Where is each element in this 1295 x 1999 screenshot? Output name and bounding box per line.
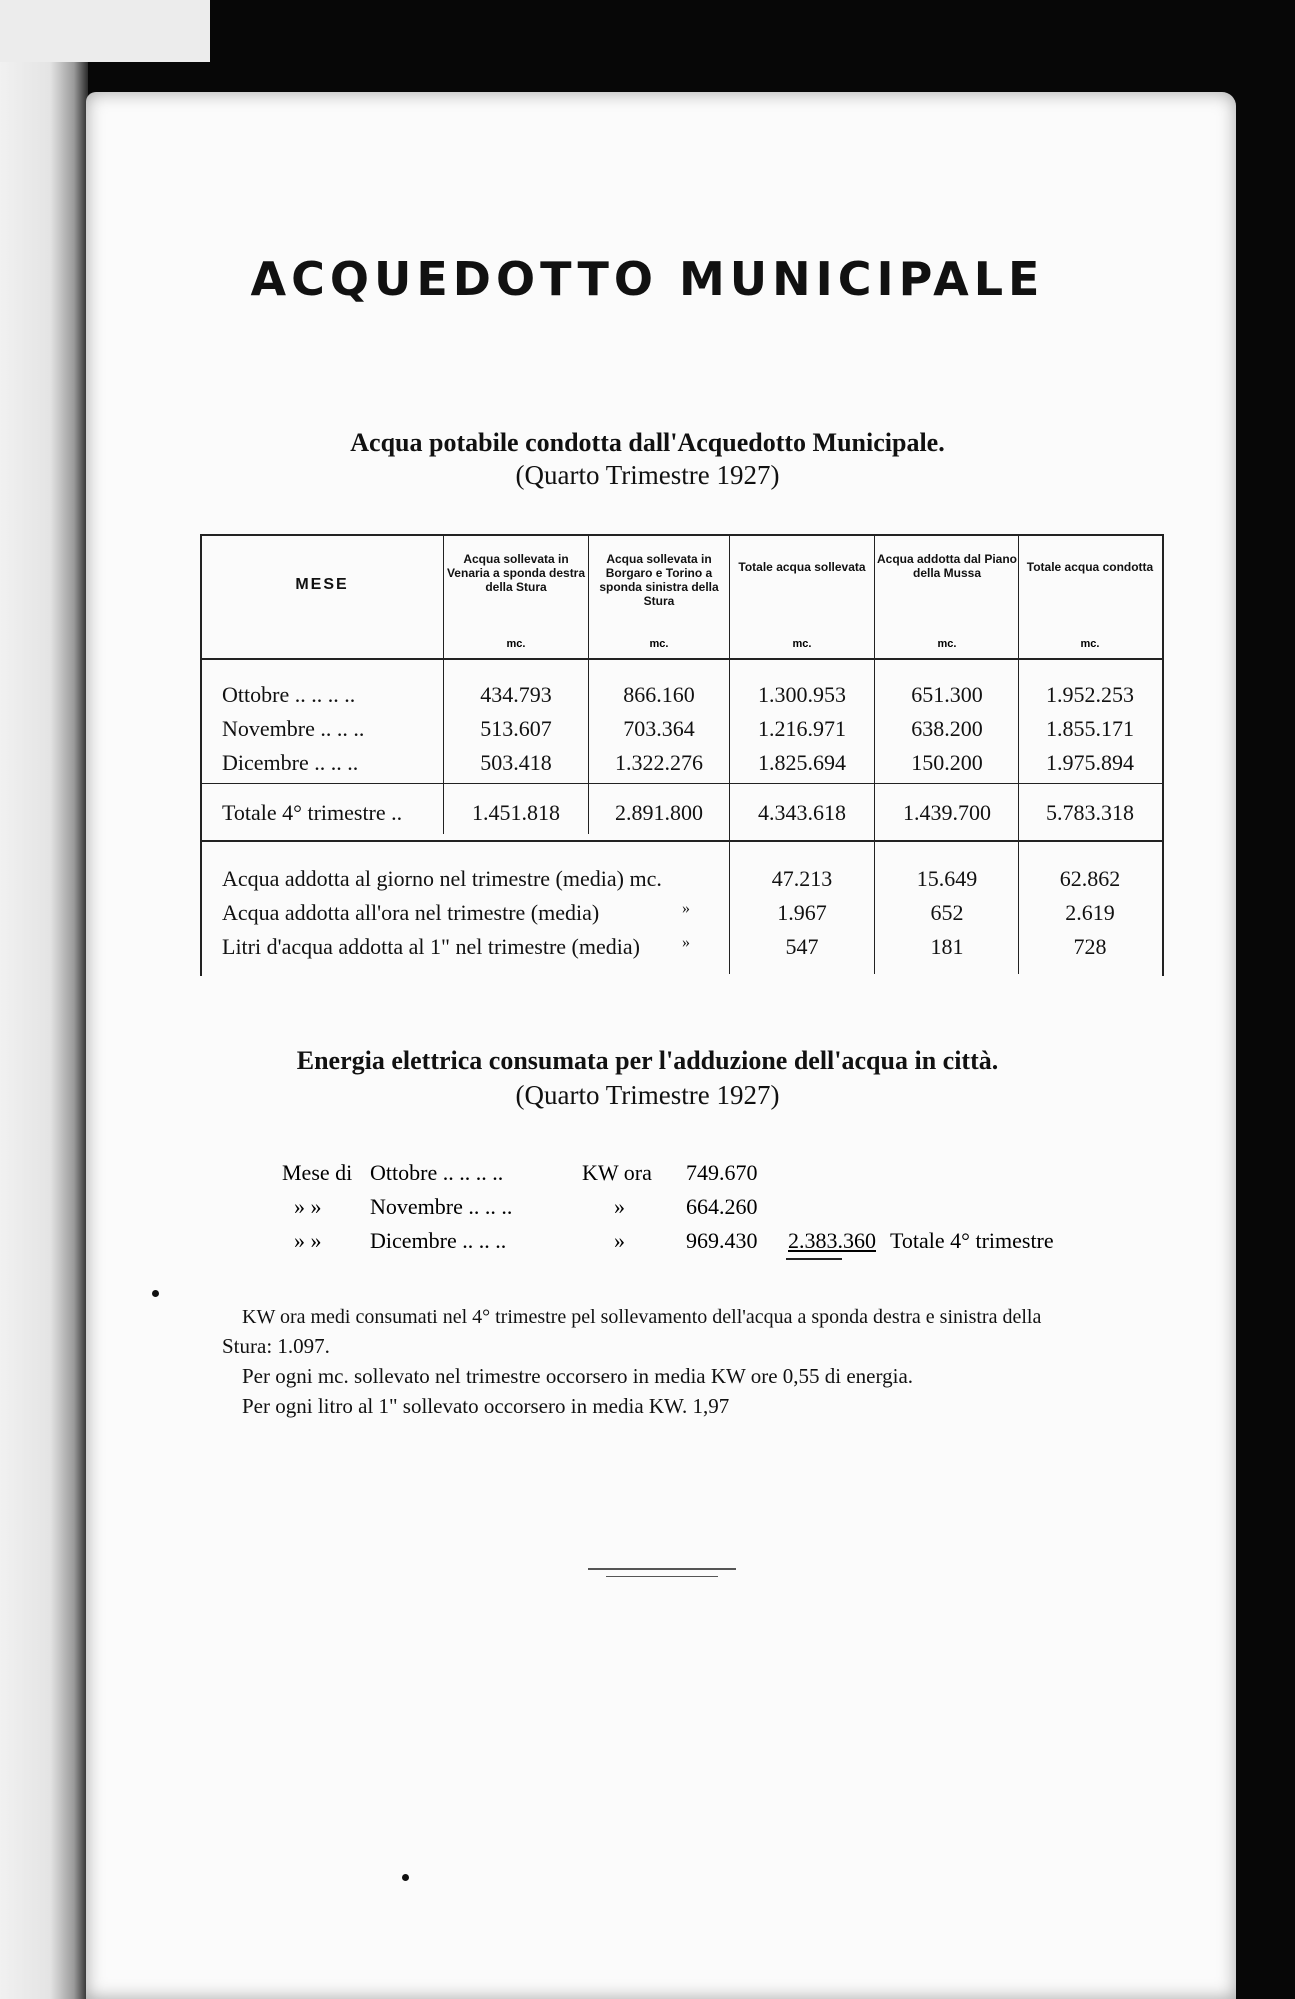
section1-period: (Quarto Trimestre 1927): [515, 460, 780, 490]
average-cell: 1.967: [777, 900, 827, 925]
scan-speck: [152, 1290, 159, 1297]
total-cell: 1.439.700: [903, 800, 991, 825]
energy-total-label: Totale 4° trimestre: [890, 1228, 1054, 1253]
table-cell: 1.825.694: [758, 750, 846, 775]
average-cell: 728: [1073, 934, 1107, 959]
ditto-mark: »: [682, 934, 690, 951]
average-cell: 15.649: [916, 866, 978, 891]
closing-rule: [588, 1568, 736, 1570]
total-underline: [786, 1258, 842, 1260]
energy-total-value: 2.383.360: [788, 1228, 876, 1253]
header-rule: [200, 658, 1162, 660]
table-cell: 1.975.894: [1046, 750, 1134, 775]
energy-unit: »: [614, 1228, 625, 1253]
total-rule: [200, 783, 1162, 784]
section1-heading: Acqua potabile condotta dall'Acquedotto Municipale.: [350, 428, 945, 457]
header-borgaro: Acqua sollevata in Borgaro e Torino a sponda sinistra della Stura: [599, 552, 719, 608]
table-row-label: Ottobre .. .. .. ..: [222, 682, 356, 707]
total-row-label: Totale 4° trimestre ..: [222, 800, 403, 825]
scan-edge: [0, 62, 88, 1999]
average-cell: 47.213: [771, 866, 833, 891]
energy-unit: KW ora: [582, 1160, 652, 1185]
averages-rule: [200, 840, 1162, 842]
section2-heading: Energia elettrica consumata per l'adduzione dell'acqua in città.: [296, 1046, 999, 1075]
col-divider: [443, 534, 444, 834]
col-divider: [729, 534, 730, 974]
energy-month: Ottobre .. .. .. ..: [370, 1160, 504, 1185]
page-title: ACQUEDOTTO MUNICIPALE: [250, 252, 1045, 306]
header-venaria: Acqua sollevata in Venaria a sponda destra della Stura: [446, 552, 586, 594]
energy-month: Novembre .. .. ..: [370, 1194, 513, 1219]
energy-month: Dicembre .. .. ..: [370, 1228, 507, 1253]
table-cell: 1.300.953: [758, 682, 846, 707]
table-cell: 503.418: [480, 750, 552, 775]
col-divider: [588, 534, 589, 834]
unit-label: mc.: [937, 638, 957, 650]
note-line3: Per ogni litro al 1" sollevato occorsero in media KW. 1,97: [242, 1394, 730, 1418]
table-cell: 703.364: [623, 716, 695, 741]
average-label: Acqua addotta al giorno nel trimestre (media) mc.: [222, 866, 662, 891]
unit-label: mc.: [792, 638, 812, 650]
table-cell: 638.200: [911, 716, 983, 741]
header-piano-mussa: Acqua addotta dal Piano della Mussa: [877, 552, 1018, 580]
table-cell: 1.216.971: [758, 716, 846, 741]
section2-period: (Quarto Trimestre 1927): [515, 1080, 780, 1110]
table-cell: 434.793: [480, 682, 552, 707]
unit-label: mc.: [649, 638, 669, 650]
energy-value: 749.670: [686, 1160, 758, 1185]
energy-unit: »: [614, 1194, 625, 1219]
table-cell: 1.855.171: [1046, 716, 1134, 741]
table-cell: 866.160: [623, 682, 695, 707]
energy-prefix: Mese di: [282, 1160, 353, 1185]
average-cell: 547: [785, 934, 819, 959]
total-cell: 1.451.818: [472, 800, 560, 825]
table-cell: 651.300: [911, 682, 983, 707]
average-label: Acqua addotta all'ora nel trimestre (media): [222, 900, 600, 925]
note-line1-continued: Stura: 1.097.: [222, 1334, 330, 1358]
average-cell: 181: [930, 934, 964, 959]
average-cell: 652: [930, 900, 964, 925]
closing-rule: [606, 1576, 718, 1577]
col-divider: [1018, 534, 1019, 974]
note-line2: Per ogni mc. sollevato nel trimestre occorsero in media KW ore 0,55 di energia.: [242, 1364, 914, 1388]
energy-prefix: » »: [294, 1194, 322, 1219]
table-row-label: Dicembre .. .. ..: [222, 750, 359, 775]
unit-label: mc.: [1080, 638, 1100, 650]
average-cell: 2.619: [1065, 900, 1115, 925]
col-divider: [874, 534, 875, 974]
unit-label: mc.: [506, 638, 526, 650]
table-cell: 1.952.253: [1046, 682, 1134, 707]
table-row-label: Novembre .. .. ..: [222, 716, 365, 741]
total-cell: 4.343.618: [758, 800, 846, 825]
table-cell: 1.322.276: [615, 750, 703, 775]
average-label: Litri d'acqua addotta al 1" nel trimestre (media): [222, 934, 640, 959]
note-line1: KW ora medi consumati nel 4° trimestre pel sollevamento dell'acqua a sponda destra e sinistra della: [242, 1306, 1042, 1328]
scan-speck: [402, 1874, 409, 1881]
table-cell: 150.200: [911, 750, 983, 775]
energy-value: 664.260: [686, 1194, 758, 1219]
energy-prefix: » »: [294, 1228, 322, 1253]
header-totale-sollevata: Totale acqua sollevata: [738, 560, 866, 574]
ditto-mark: »: [682, 900, 690, 917]
table-cell: 513.607: [480, 716, 552, 741]
scan-border: [0, 0, 210, 62]
average-cell: 62.862: [1059, 866, 1121, 891]
energy-value: 969.430: [686, 1228, 758, 1253]
total-cell: 5.783.318: [1046, 800, 1134, 825]
total-cell: 2.891.800: [615, 800, 703, 825]
header-mese: MESE: [295, 576, 349, 593]
header-totale-condotta: Totale acqua condotta: [1026, 560, 1154, 574]
